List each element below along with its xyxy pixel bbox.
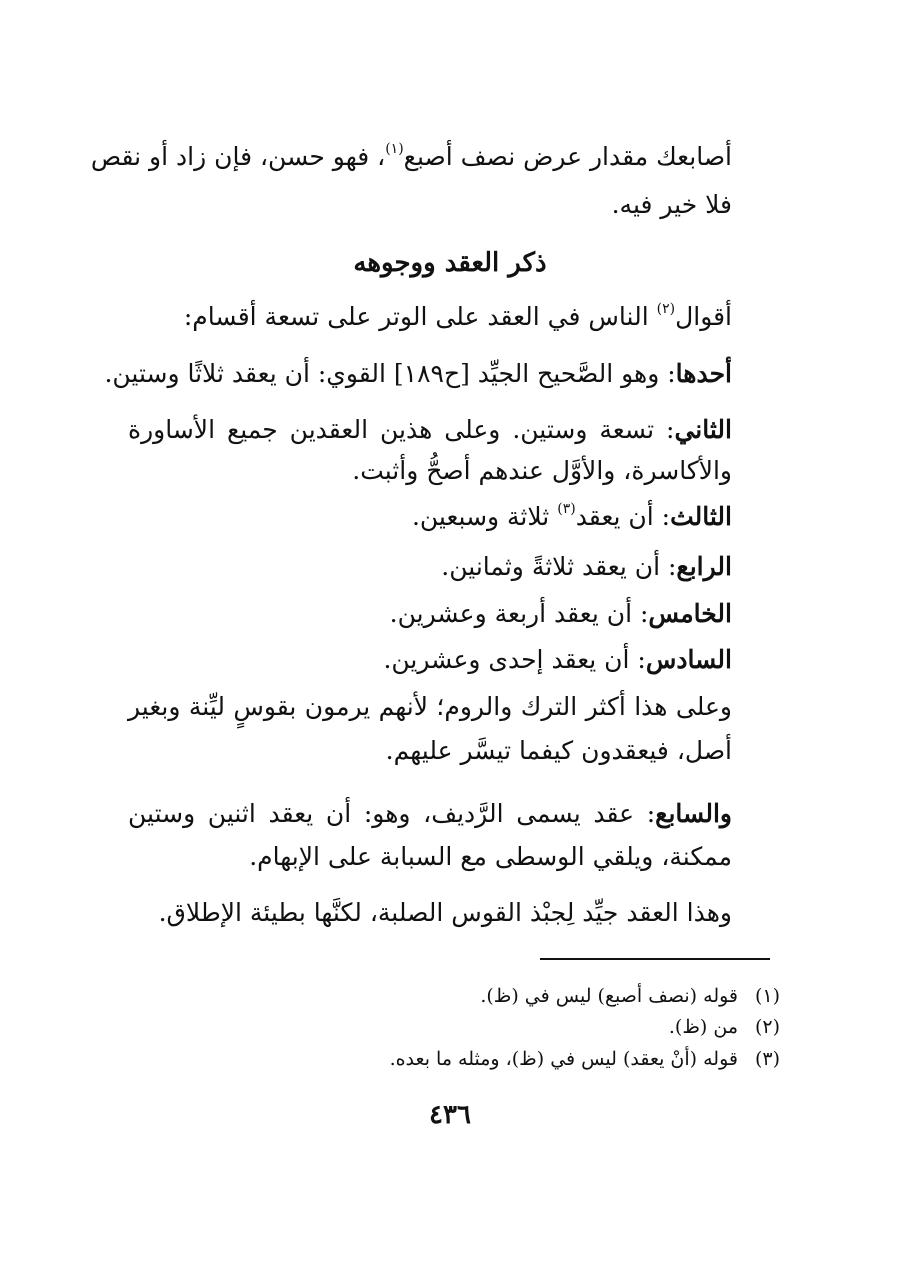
footnote-ref: (٣) (557, 501, 576, 517)
text-run: : أن يعقد (575, 502, 671, 531)
body-line (128, 298, 732, 336)
body-line: ممكنة، ويلقي الوسطى مع السبابة على الإبهام. (249, 842, 732, 871)
text-run: أصابعك مقدار عرض نصف أصبع (403, 142, 732, 171)
body-line (128, 548, 732, 586)
footnote-number: (١) (754, 985, 780, 1007)
body-line: وهذا العقد جيِّد لِجبْذ القوس الصلبة، لكنَّها بطيئة الإطلاق. (158, 898, 732, 927)
footnote-text: قوله (نصف أصبع) ليس في (ظ). (480, 985, 738, 1007)
footnote-ref: (١) (385, 141, 404, 157)
item-label: الثاني (674, 415, 732, 444)
footnote-text: من (ظ). (668, 1016, 738, 1038)
body-line (128, 595, 732, 633)
item-label: الخامس (648, 599, 732, 628)
body-line: فلا خير فيه. (611, 190, 732, 219)
body-line (128, 498, 732, 536)
body-line (104, 355, 732, 393)
text-run: ، فهو حسن، فإن زاد أو نقص (90, 142, 386, 171)
text-run: : أن يعقد إحدى وعشرين. (383, 645, 646, 674)
footnote-text: قوله (أنْ يعقد) ليس في (ظ)، ومثله ما بعده. (389, 1048, 738, 1070)
footnote-divider (540, 958, 770, 960)
body-line (128, 411, 732, 449)
body-line (128, 795, 732, 833)
body-line: أصل، فيعقدون كيفما تيسَّر عليهم. (385, 736, 732, 765)
body-line (90, 138, 732, 176)
text-run: : أن يعقد ثلاثةً وثمانين. (441, 552, 677, 581)
footnote-number: (٣) (754, 1048, 780, 1070)
footnote-ref: (٢) (656, 301, 676, 317)
text-run: : وهو الصَّحيح الجيِّد [ح١٨٩] القوي: أن يعقد ثلاثًا وستين. (104, 359, 676, 388)
item-label: السادس (645, 645, 732, 674)
text-run: : عقد يسمى الرَّديف، وهو: أن يعقد اثنين وستين (128, 799, 656, 828)
item-label: والسابع (655, 799, 732, 828)
text-run: الناس في العقد على الوتر على تسعة أقسام: (183, 302, 657, 331)
body-line: والأكاسرة، والأوَّل عندهم أصحُّ وأثبت. (352, 456, 732, 485)
text-run: : أن يعقد أربعة وعشرين. (389, 599, 649, 628)
text-run: أقوال (675, 302, 732, 331)
body-line: وعلى هذا أكثر الترك والروم؛ لأنهم يرمون بقوسٍ ليِّنة وبغير (128, 692, 732, 721)
text-run: : تسعة وستين. وعلى هذين العقدين جميع الأساورة (128, 415, 675, 444)
item-label: أحدها (675, 359, 732, 388)
text-run: ثلاثة وسبعين. (411, 502, 558, 531)
footnote (220, 1046, 780, 1072)
section-heading: ذكر العقد ووجوهه (353, 248, 547, 278)
footnote (220, 1014, 780, 1040)
item-label: الثالث (670, 502, 732, 531)
body-line (128, 641, 732, 679)
footnote (220, 983, 780, 1009)
footnote-number: (٢) (754, 1016, 780, 1038)
item-label: الرابع (676, 552, 732, 581)
page-number: ٤٣٦ (429, 1100, 471, 1130)
